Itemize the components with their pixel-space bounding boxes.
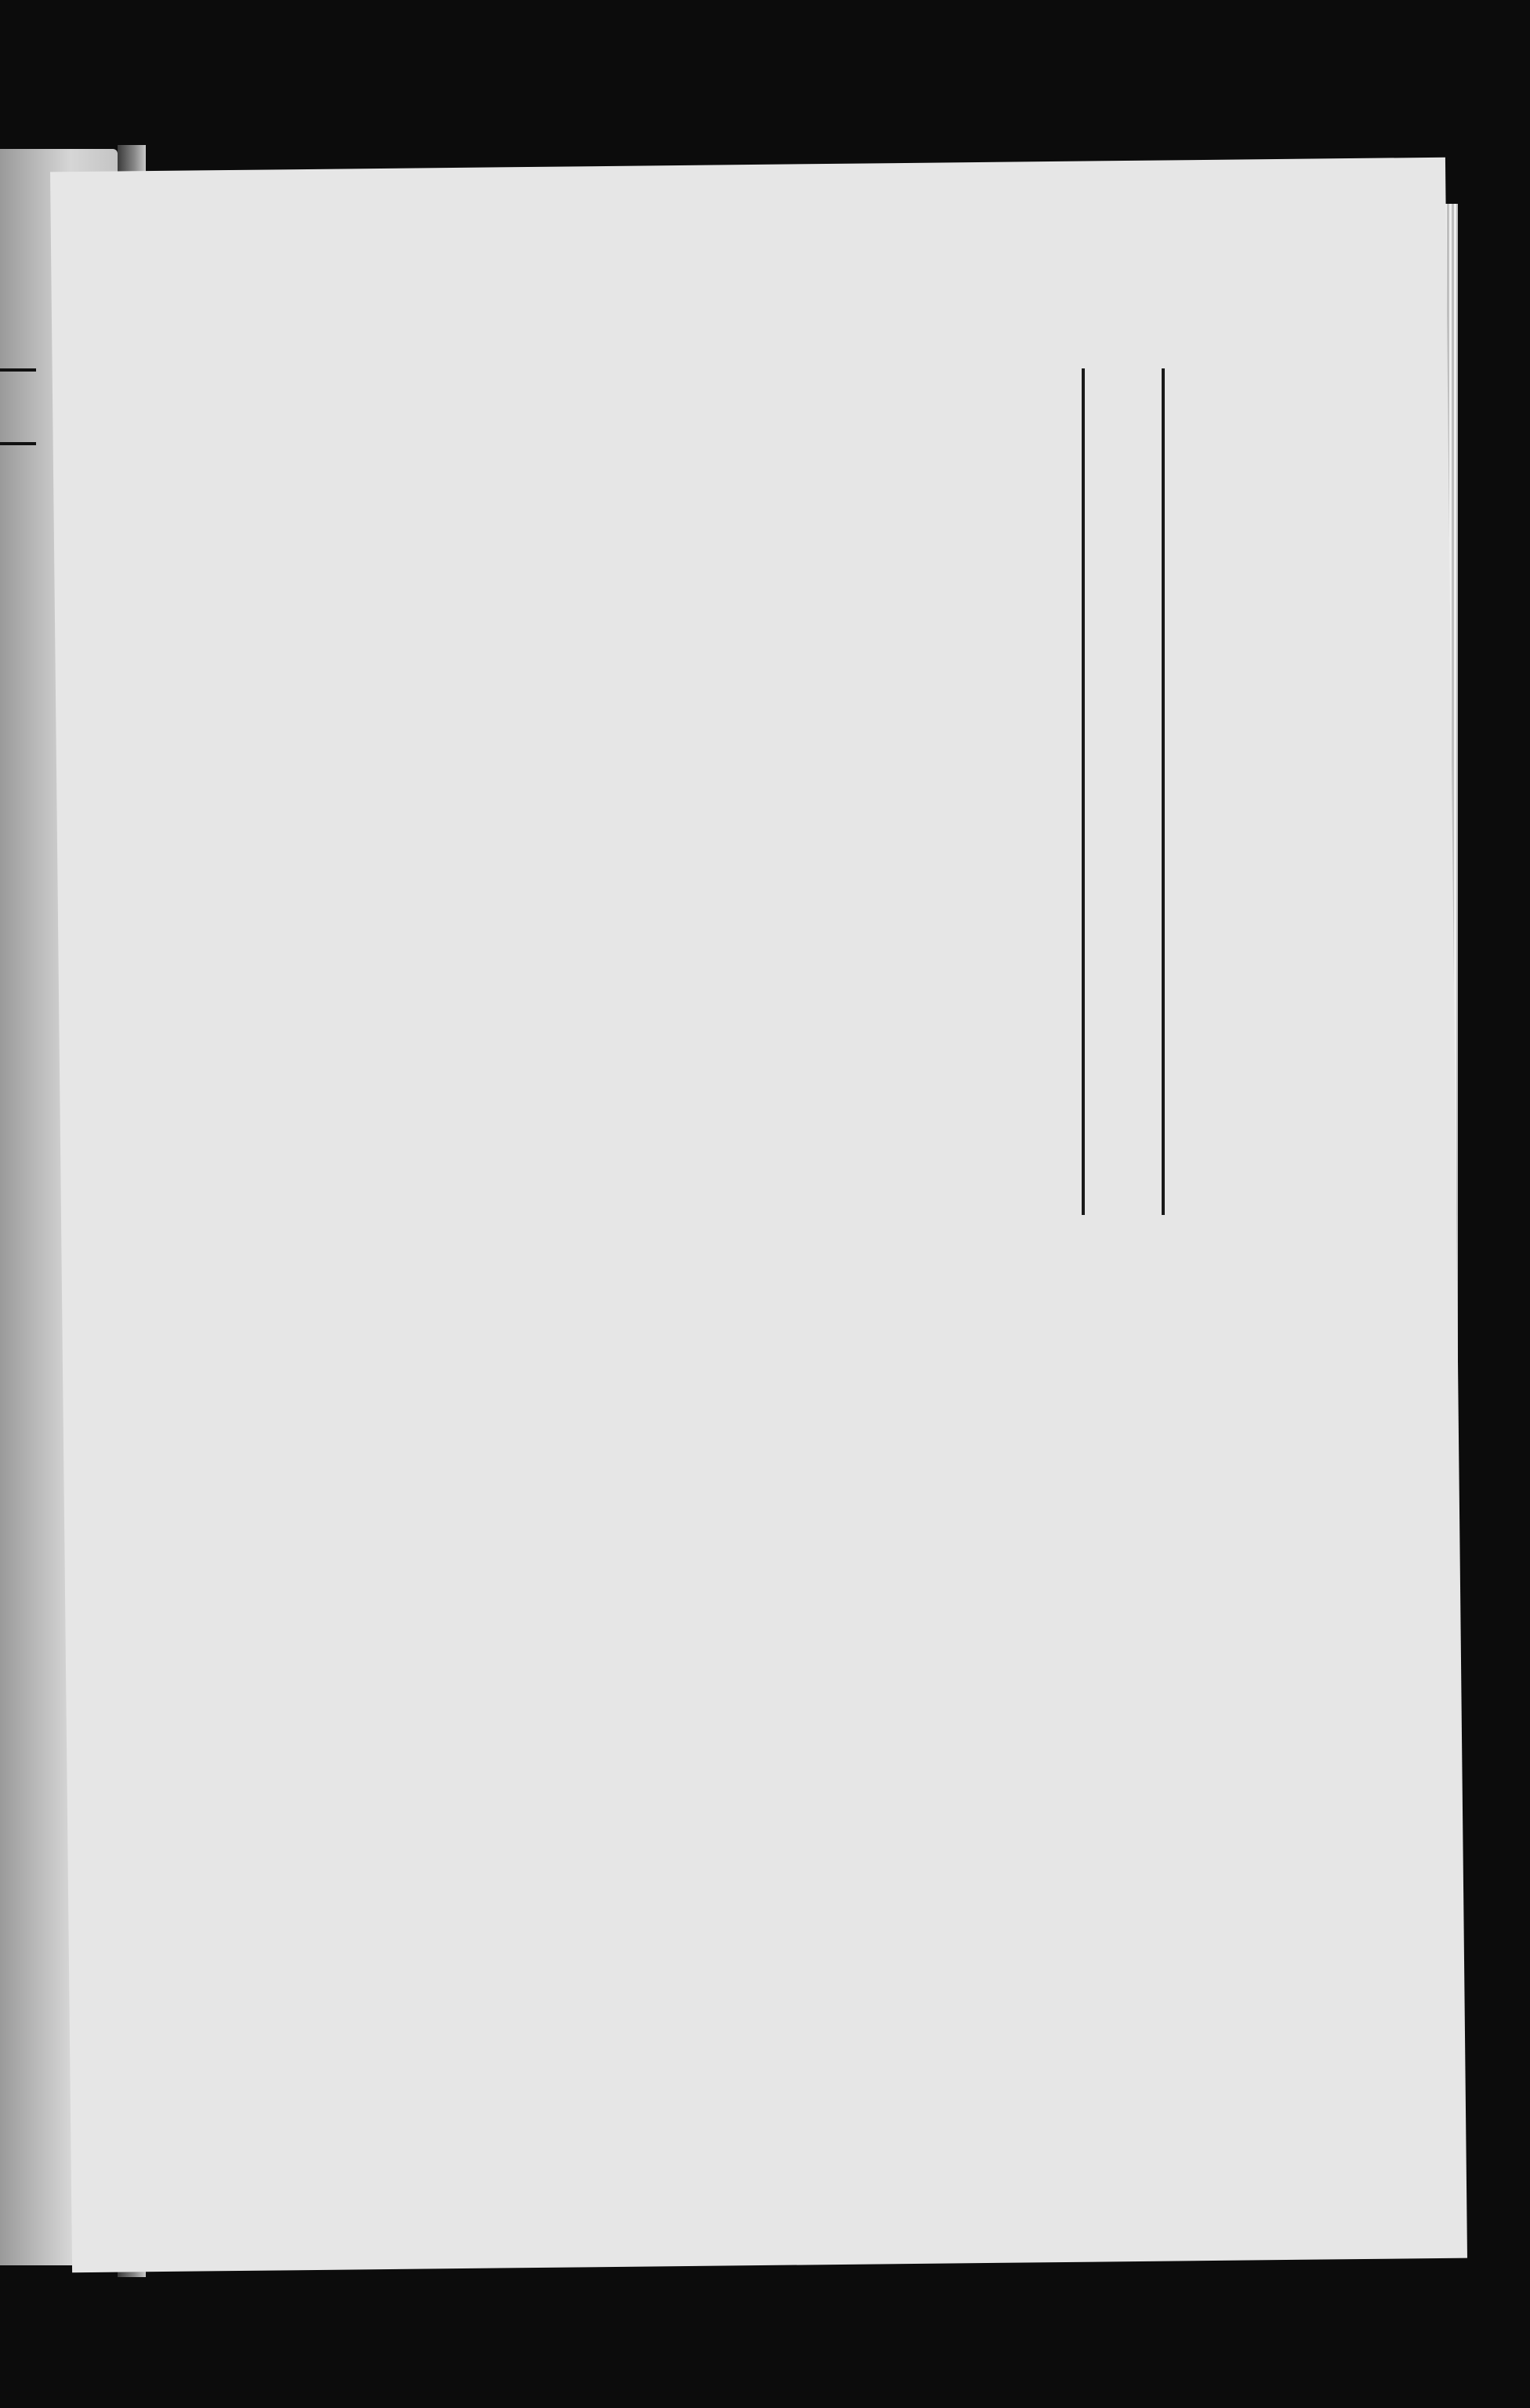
title-rule-top <box>1162 368 1165 1215</box>
title-rule-bottom <box>1082 368 1085 1215</box>
rotated-roll-content <box>174 368 1169 2077</box>
previous-page-heading-fragment <box>0 368 36 445</box>
